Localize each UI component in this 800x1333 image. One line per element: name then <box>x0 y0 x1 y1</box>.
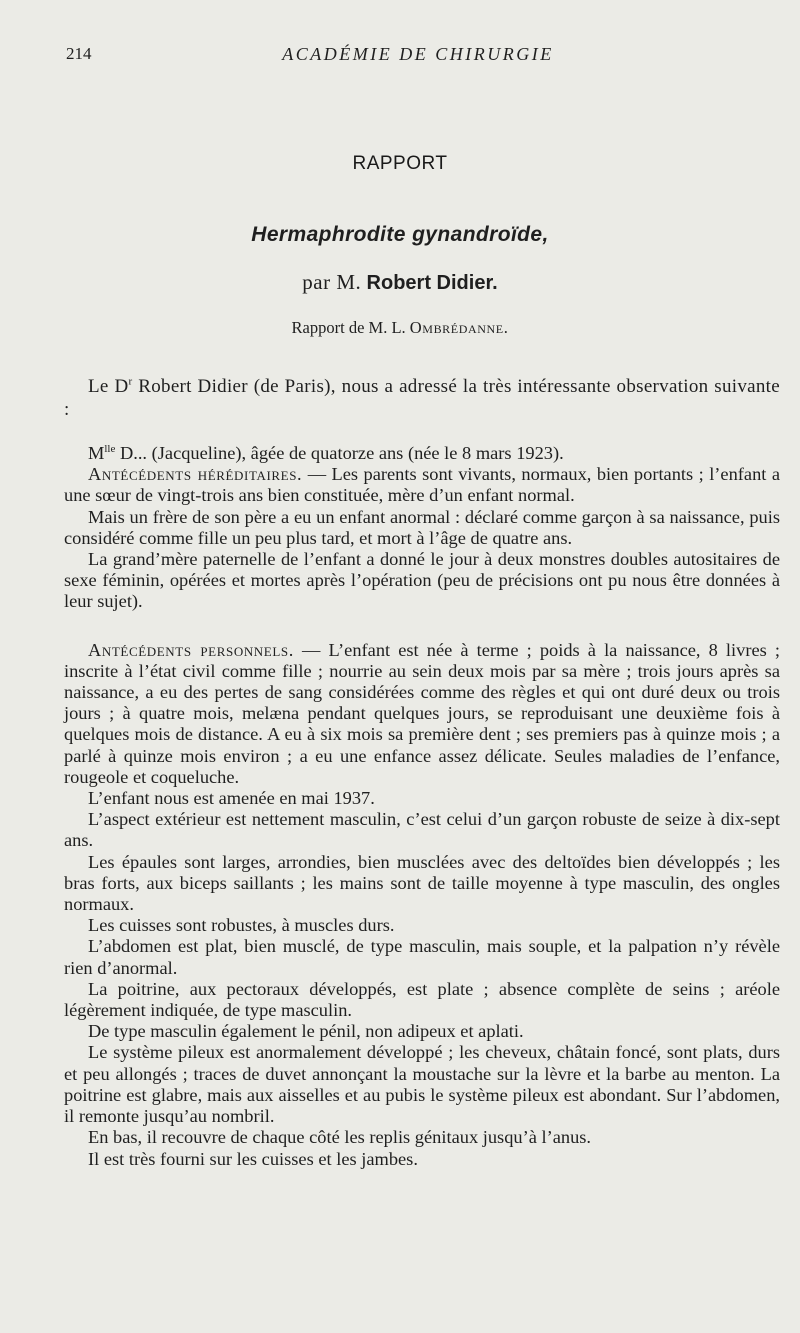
personal-text: — L’enfant est née à terme ; poids à la naissance, 8 livres ; inscrite à l’état civil comme fille ; nourrie au sein deux mois par sa mère ; trois jours après sa naissance, a eu des pertes de sang considérées comme des règles et qui ont duré deux ou trois jours ; à quatre mois, melæna pendant quelques jours, se reproduisant une deuxième fois à quelques mois de distance. A eu à six mois sa première dent ; ses premiers pas à quinze mois ; a parlé à quinze mois environ ; a eu une enfance assez délicate. Seules maladies de l’enfance, rougeole et coqueluche. <box>64 639 780 787</box>
page-number: 214 <box>66 44 92 63</box>
article-title: Hermaphrodite gynandroïde, <box>251 223 549 246</box>
author-prefix: par M. <box>302 270 362 294</box>
heredity-paragraph <box>64 464 780 506</box>
patient-text: D... (Jacqueline), âgée de quatorze ans (née le 8 mars 1923). <box>115 443 564 463</box>
journal-title: ACADÉMIE DE CHIRURGIE <box>282 44 554 64</box>
personal-label: Antécédents personnels. <box>88 639 294 660</box>
intro-text: Robert Didier (de Paris), nous a adressé la très intéressante observation suivante : <box>64 376 780 420</box>
patient-paragraph <box>64 443 780 464</box>
paragraph-legs: Il est très fourni sur les cuisses et les jambes. <box>88 1148 418 1169</box>
rapporteur-name: Ombrédanne. <box>409 318 509 337</box>
article-body <box>64 375 780 1170</box>
paragraph-brother: Mais un frère de son père a eu un enfant anormal : déclaré comme garçon à sa naissance, puis considéré comme fille un peu plus tard, et mort à l’âge de quatre ans. <box>64 506 780 548</box>
paragraph-chest: La poitrine, aux pectoraux développés, est plate ; absence complète de seins ; aréole légèrement indiquée, de type masculin. <box>64 978 780 1021</box>
patient-prefix: M <box>88 443 105 463</box>
intro-paragraph <box>64 375 780 421</box>
paragraph-grandmother: La grand’mère paternelle de l’enfant a donné le jour à deux monstres doubles autositaires de sexe féminin, opérées et mortes après l’opération (peu de précisions ont pu nous être données à leur sujet). <box>64 549 780 612</box>
personal-history-paragraph <box>64 640 780 788</box>
paragraph-shoulders: Les épaules sont larges, arrondies, bien musclées avec des deltoïdes bien développés ; les bras forts, aux biceps saillants ; les mains sont de taille moyenne à type masculin, des ongles normaux. <box>64 851 780 915</box>
paragraph-aspect: L’aspect extérieur est nettement masculin, c’est celui d’un garçon robuste de seize à dix-sept ans. <box>64 809 780 851</box>
paragraph-hair: Le système pileux est anormalement développé ; les cheveux, châtain foncé, sont plats, durs et peu allongés ; traces de duvet annonçant la moustache sur la lèvre et la barbe au menton. La poitrine est glabre, mais aux aisselles et au pubis le système pileux est abondant. Sur l’abdomen, il remonte jusqu’au nombril. <box>64 1042 780 1127</box>
heredity-text: — Les parents sont vivants, normaux, bien portants ; l’enfant a une sœur de vingt-trois ans bien constituée, mère d’un enfant normal. <box>64 464 781 506</box>
paragraph-below: En bas, il recouvre de chaque côté les replis génitaux jusqu’à l’anus. <box>88 1127 592 1148</box>
author-line <box>0 270 800 295</box>
rapporteur-line <box>0 318 800 338</box>
patient-superscript: lle <box>104 442 116 455</box>
paragraph-thighs: Les cuisses sont robustes, à muscles durs. <box>88 915 395 936</box>
paragraph-brought: L’enfant nous est amenée en mai 1937. <box>88 788 375 809</box>
author-name: Robert Didier. <box>366 272 498 294</box>
paragraph-abdomen: L’abdomen est plat, bien musclé, de type masculin, mais souple, et la palpation n’y révèle rien d’anormal. <box>64 936 780 978</box>
intro-superscript: r <box>128 375 133 388</box>
paragraph-penil: De type masculin également le pénil, non adipeux et aplati. <box>88 1021 524 1042</box>
heredity-label: Antécédents héréditaires. <box>88 464 303 485</box>
intro-prefix: Le D <box>88 376 129 397</box>
rapporteur-prefix: Rapport de M. L. <box>291 318 406 337</box>
running-header <box>66 44 770 74</box>
section-label: RAPPORT <box>352 153 448 174</box>
